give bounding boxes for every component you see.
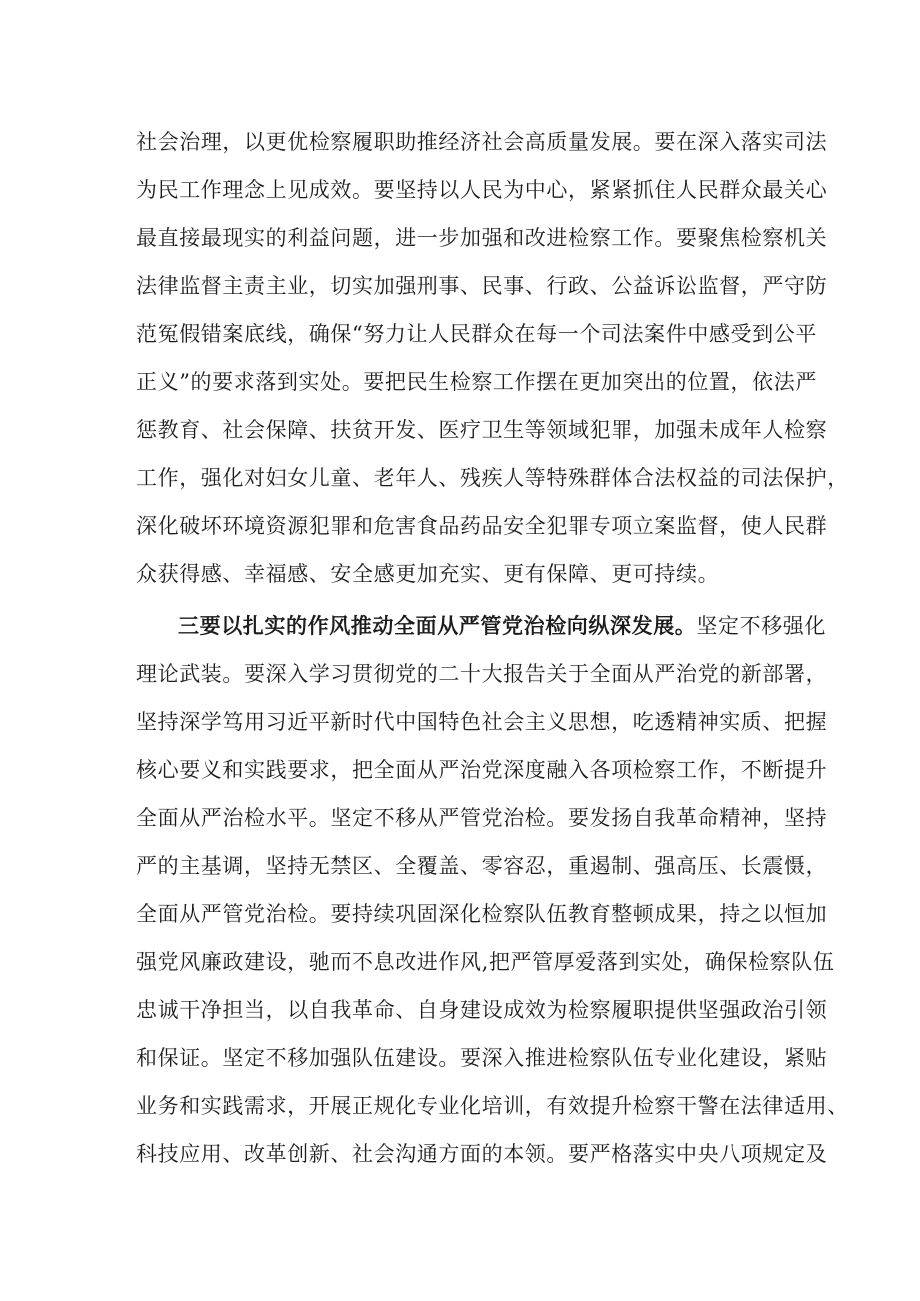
- text-line: 核心要义和实践要求，把全面从严治党深度融入各项检察工作，不断提升: [136, 758, 828, 782]
- text-line: 社会治理，以更优检察履职助推经济社会高质量发展。要在深入落实司法: [136, 130, 828, 154]
- text-line: 全面从严治检水平。坚定不移从严管党治检。要发扬自我革命精神，坚持: [136, 806, 828, 830]
- paragraph-social-governance: [136, 118, 849, 598]
- text-line: 惩教育、社会保障、扶贫开发、医疗卫生等领域犯罪，加强未成年人检察: [136, 418, 828, 442]
- text-line: 全面从严管党治检。要持续巩固深化检察队伍教育整顿成果，持之以恒加: [136, 902, 828, 926]
- text-line: 强党风廉政建设，驰而不息改进作风,把严管厚爱落到实处，确保检察队伍: [136, 950, 835, 974]
- text-line: 和保证。坚定不移加强队伍建设。要深入推进检察队伍专业化建设，紧贴: [136, 1046, 828, 1070]
- text-line: 工作，强化对妇女儿童、老年人、残疾人等特殊群体合法权益的司法保护，: [136, 466, 849, 490]
- text-line: 正义”的要求落到实处。要把民生检察工作摆在更加突出的位置，依法严: [136, 370, 817, 394]
- text-line: 科技应用、改革创新、社会沟通方面的本领。要严格落实中央八项规定及: [136, 1142, 828, 1166]
- text-line: 为民工作理念上见成效。要坚持以人民为中心，紧紧抓住人民群众最关心: [136, 178, 828, 202]
- text-line: 坚持深学笃用习近平新时代中国特色社会主义思想，吃透精神实质、把握: [136, 710, 828, 734]
- text-line: 最直接最现实的利益问题，进一步加强和改进检察工作。要聚焦检察机关: [136, 226, 828, 250]
- text-line: 深化破坏环境资源犯罪和危害食品药品安全犯罪专项立案监督，使人民群: [136, 514, 828, 538]
- paragraph-party-discipline: [136, 602, 849, 1178]
- text-line: 理论武装。要深入学习贯彻党的二十大报告关于全面从严治党的新部署，: [136, 662, 828, 686]
- text-line: 众获得感、幸福感、安全感更加充实、更有保障、更可持续。: [136, 562, 720, 586]
- paragraph-first-line: [136, 602, 827, 650]
- text-line: 业务和实践需求，开展正规化专业化培训，有效提升检察干警在法律适用、: [136, 1094, 849, 1118]
- text-line: 忠诚干净担当，以自我革命、自身建设成效为检察履职提供坚强政治引领: [136, 998, 828, 1022]
- paragraph-lead-heading: 三要以扎实的作风推动全面从严管党治检向纵深发展。: [178, 613, 697, 638]
- text-line: 法律监督主责主业，切实加强刑事、民事、行政、公益诉讼监督，严守防: [136, 274, 828, 298]
- text-line: 范冤假错案底线，确保“努力让人民群众在每一个司法案件中感受到公平: [136, 322, 817, 346]
- text-fragment: 坚定不移强化: [696, 614, 827, 638]
- text-line: 严的主基调，坚持无禁区、全覆盖、零容忍，重遏制、强高压、长震慑，: [136, 854, 828, 878]
